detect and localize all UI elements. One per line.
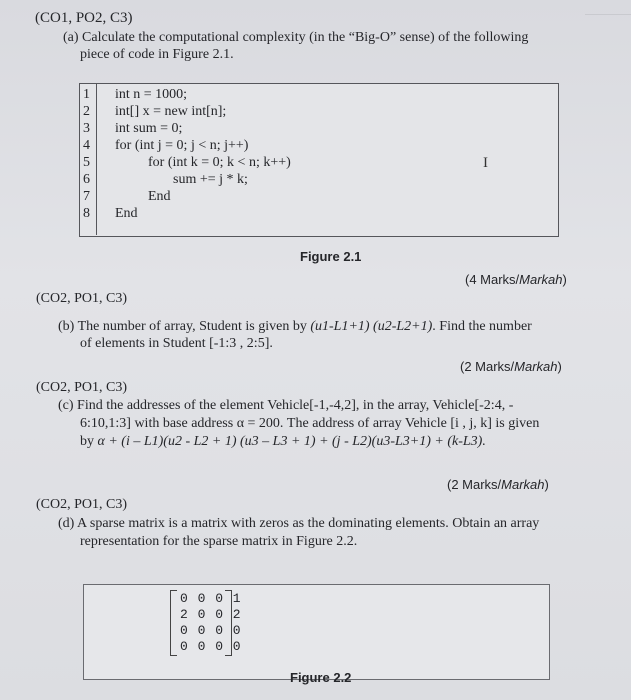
question-d-line-1: (d) A sparse matrix is a matrix with zeros as the dominating elements. Obtain an array [58, 516, 540, 531]
question-b-line-2: of elements in Student [-1:3 , 2:5]. [80, 336, 273, 351]
question-c-line-1: (c) Find the addresses of the element Vehicle[-1,-4,2], in the array, Vehicle[-2:4, - [58, 398, 514, 413]
code-line: End [115, 206, 138, 221]
question-a-header: (CO1, PO2, C3) [35, 10, 133, 26]
line-number: 6 [83, 172, 90, 187]
code-line: int[] x = new int[n]; [115, 104, 227, 119]
sparse-matrix-figure-box [83, 584, 550, 680]
question-c-line-2: 6:10,1:3] with base address α = 200. The address of array Vehicle [i , j, k] is given [80, 416, 540, 431]
line-number: 2 [83, 104, 90, 119]
line-number: 1 [83, 87, 90, 102]
code-line: for (int k = 0; k < n; k++) [148, 155, 291, 170]
matrix-row: 0 0 0 0 [180, 623, 242, 638]
question-a-marks: (4 Marks/Markah) [465, 272, 567, 287]
question-b-marks: (2 Marks/Markah) [460, 359, 562, 374]
line-number: 8 [83, 206, 90, 221]
matrix-row: 2 0 0 2 [180, 607, 242, 622]
text-cursor-icon: I [483, 155, 488, 171]
question-b-header: (CO2, PO1, C3) [36, 291, 128, 306]
matrix-left-bracket [170, 590, 177, 656]
question-d-line-2: representation for the sparse matrix in Figure 2.2. [80, 534, 358, 549]
line-number: 7 [83, 189, 90, 204]
page-edge-line [585, 14, 631, 15]
question-c-line-3: by α + (i – L1)(u2 - L2 + 1) (u3 – L3 + 1) + (j - L2)(u3-L3+1) + (k-L3). [80, 434, 486, 449]
figure-2-2-caption: Figure 2.2 [290, 670, 352, 685]
code-line: End [148, 189, 171, 204]
question-a-line-2: piece of code in Figure 2.1. [80, 47, 234, 62]
question-d-header: (CO2, PO1, C3) [36, 497, 128, 512]
matrix-row: 0 0 0 0 [180, 639, 242, 654]
line-number: 5 [83, 155, 90, 170]
code-line: int sum = 0; [115, 121, 183, 136]
code-line: sum += j * k; [173, 172, 248, 187]
code-line: for (int j = 0; j < n; j++) [115, 138, 249, 153]
question-c-header: (CO2, PO1, C3) [36, 380, 128, 395]
figure-2-1-caption: Figure 2.1 [300, 249, 362, 264]
line-number: 3 [83, 121, 90, 136]
matrix-row: 0 0 0 1 [180, 591, 242, 606]
line-number: 4 [83, 138, 90, 153]
question-a-line-1: (a) Calculate the computational complexity (in the “Big-O” sense) of the following [63, 30, 529, 45]
line-number-divider [96, 83, 97, 235]
code-line: int n = 1000; [115, 87, 188, 102]
question-b-line-1: (b) The number of array, Student is given by (u1-L1+1) (u2-L2+1). Find the number [58, 319, 532, 334]
question-c-marks: (2 Marks/Markah) [447, 477, 549, 492]
